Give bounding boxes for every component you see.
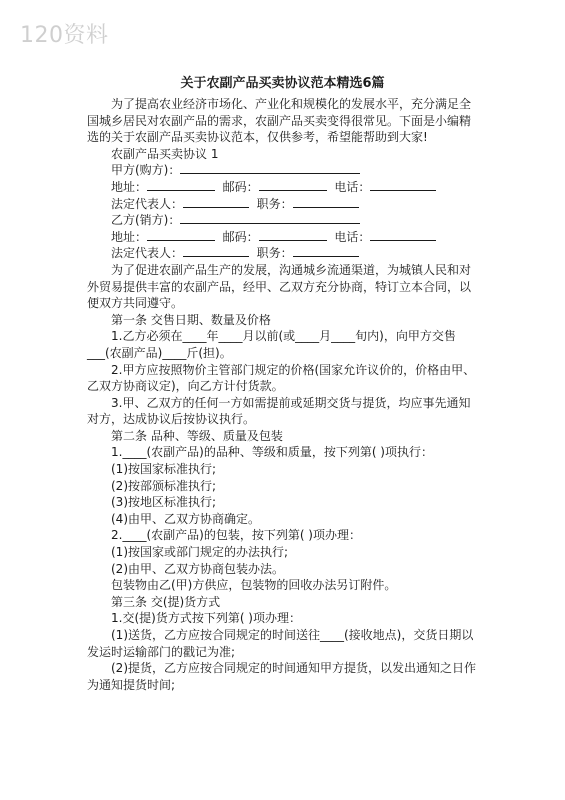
party-a-rep-blank <box>183 196 249 208</box>
article2-option: (2)由甲、乙双方协商包装办法。 <box>111 561 284 576</box>
article1-heading: 第一条 交售日期、数量及价格 <box>111 312 271 327</box>
party-b-phone-label: 电话： <box>334 229 371 244</box>
party-a-line <box>87 162 482 179</box>
party-b-rep-blank <box>183 245 249 257</box>
party-a-address-blank <box>147 179 215 191</box>
watermark: 120资料 <box>20 23 109 48</box>
party-a-postcode-blank <box>259 179 327 191</box>
party-b-label: 乙方(销方)： <box>111 213 181 228</box>
article2-option: (1)按国家或部门规定的办法执行; <box>111 545 289 560</box>
article2-option: (1)按国家标准执行; <box>111 462 217 477</box>
article3-option2: (2)提货，乙方应按合同规定的时间通知甲方提货，以发出通知之日作为通知提货时间; <box>87 661 477 692</box>
article2-option: (2)按部颁标准执行; <box>111 478 217 493</box>
agreement-heading: 农副产品买卖协议 1 <box>111 146 219 161</box>
article1-item3: 3.甲、乙双方的任何一方如需提前或延期交货与提货，均应事先通知对方，达成协议后按协议执行。 <box>87 395 471 427</box>
party-b-position-blank <box>293 245 359 257</box>
party-b-postcode-label: 邮码： <box>222 229 259 244</box>
party-a-position-label: 职务： <box>256 196 293 211</box>
party-a-address-label: 地址： <box>111 179 148 194</box>
article2-item2: 2.____(农副产品)的包装，按下列第( )项办理： <box>111 528 361 543</box>
party-a-name-blank <box>180 162 360 174</box>
party-a-phone-blank <box>370 179 436 191</box>
party-b-name-blank <box>180 212 360 224</box>
party-b-line <box>87 212 482 229</box>
party-b-phone-blank <box>370 229 436 241</box>
article3-item1: 1.交(提)货方式按下列第( )项办理： <box>111 611 301 626</box>
party-b-position-label: 职务： <box>256 246 293 261</box>
party-a-postcode-label: 邮码： <box>222 179 259 194</box>
party-a-position-blank <box>293 196 359 208</box>
intro-paragraph: 为了提高农业经济市场化、产业化和规模化的发展水平，充分满足全国城乡居民对农副产品的需求，农副产品买卖变得很常见。下面是小编精选的关于农副产品买卖协议范本，仅供参考，希望能帮助到大家! <box>87 97 472 145</box>
party-b-address-blank <box>147 229 215 241</box>
party-a-rep-line <box>87 196 482 213</box>
preamble-paragraph: 为了促进农副产品生产的发展，沟通城乡流通渠道，为城镇人民和对外贸易提供丰富的农副产品，经甲、乙双方充分协商，特订立本合同，以便双方共同遵守。 <box>87 262 472 311</box>
article2-option: (4)由甲、乙双方协商确定。 <box>111 511 260 526</box>
article3-heading: 第三条 交(提)货方式 <box>111 594 221 609</box>
party-b-rep-line <box>87 245 482 262</box>
document-body <box>87 96 482 693</box>
party-b-contact-line <box>87 229 482 246</box>
article2-option: (3)按地区标准执行; <box>111 495 217 510</box>
article3-option1: (1)送货，乙方应按合同规定的时间送往____(接收地点)，交货日期以发运时运输部门的戳记为准; <box>87 628 474 659</box>
party-a-contact-line <box>87 179 482 196</box>
party-b-address-label: 地址： <box>111 229 148 244</box>
article1-item1: 1.乙方必须在____年____月以前(或____月____旬内)，向甲方交售___(农副产品)____斤(担)。 <box>87 329 456 360</box>
party-b-postcode-blank <box>259 229 327 241</box>
party-a-label: 甲方(购方)： <box>111 163 181 178</box>
article2-heading: 第二条 品种、等级、质量及包装 <box>111 428 283 443</box>
party-a-rep-label: 法定代表人： <box>111 196 184 211</box>
party-a-phone-label: 电话： <box>334 179 371 194</box>
article2-packaging: 包装物由乙(甲)方供应，包装物的回收办法另订附件。 <box>111 578 397 593</box>
article2-item1: 1.____(农副产品)的品种、等级和质量，按下列第( )项执行： <box>111 445 433 460</box>
article1-item2: 2.甲方应按照物价主管部门规定的价格(国家允许议价的，价格由甲、乙双方协商议定)，向乙方计付货款。 <box>87 362 476 394</box>
party-b-rep-label: 法定代表人： <box>111 246 184 261</box>
document-title: 关于农副产品买卖协议范本精选6篇 <box>180 76 385 91</box>
